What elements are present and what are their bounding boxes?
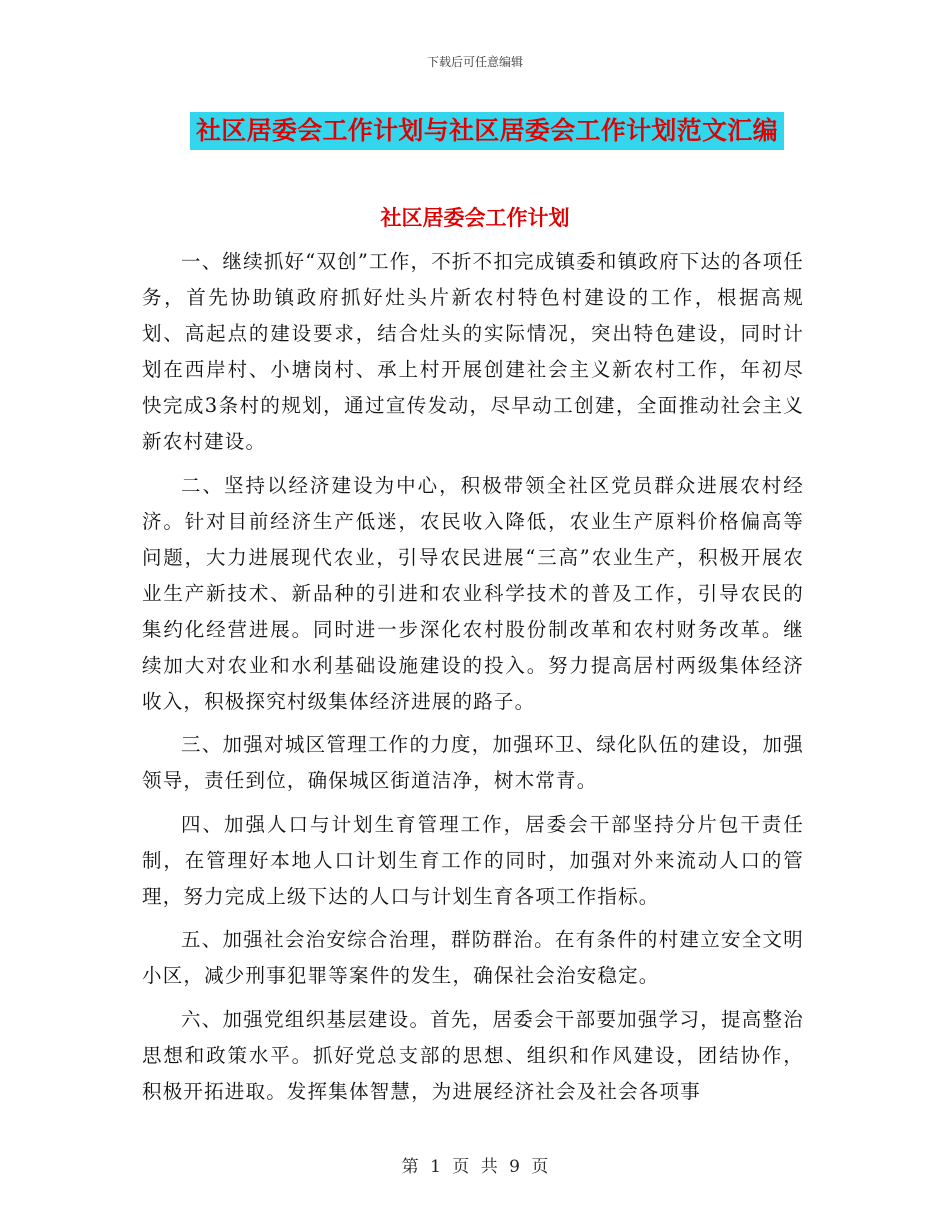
section-title: 社区居委会工作计划 [380,206,570,230]
document-title: 社区居委会工作计划与社区居委会工作计划范文汇编 [190,112,784,150]
paragraph-3: 三、加强对城区管理工作的力度，加强环卫、绿化队伍的建设，加强领导，责任到位，确保城区街道洁净，树木常青。 [142,733,804,792]
paragraph-5: 五、加强社会治安综合治理，群防群治。在有条件的村建立安全文明小区，减少刑事犯罪等案件的发生，确保社会治安稳定。 [142,928,804,987]
page-number-footer: 第 1 页 共 9 页 [401,1157,549,1177]
paragraph-6: 六、加强党组织基层建设。首先，居委会干部要加强学习，提高整治思想和政策水平。抓好党总支部的思想、组织和作风建设，团结协作，积极开拓进取。发挥集体智慧，为进展经济社会及社会各项事 [142,1007,804,1103]
paragraph-1: 一、继续抓好“双创”工作，不折不扣完成镇委和镇政府下达的各项任务，首先协助镇政府抓好灶头片新农村特色村建设的工作，根据高规划、高起点的建设要求，结合灶头的实际情况，突出特色建设，同时计划在西岸村、小塘岗村、承上村开展创建社会主义新农村工作，年初尽快完成3条村的规划，通过宣传发动，尽早动工创建，全面推动社会主义新农村建设。 [142,250,804,453]
paragraph-2: 二、坚持以经济建设为中心，积极带领全社区党员群众进展农村经济。针对目前经济生产低迷，农民收入降低，农业生产原料价格偏高等问题，大力进展现代农业，引导农民进展“三高”农业生产，积极开展农业生产新技术、新品种的引进和农业科学技术的普及工作，引导农民的集约化经营进展。同时进一步深化农村股份制改革和农村财务改革。继续加大对农业和水利基础设施建设的投入。努力提高居村两级集体经济收入，积极探究村级集体经济进展的路子。 [142,473,804,713]
header-note: 下载后可任意编辑 [426,55,523,69]
body-text [142,244,804,1117]
paragraph-4: 四、加强人口与计划生育管理工作，居委会干部坚持分片包干责任制，在管理好本地人口计划生育工作的同时，加强对外来流动人口的管理，努力完成上级下达的人口与计划生育各项工作指标。 [142,812,804,908]
